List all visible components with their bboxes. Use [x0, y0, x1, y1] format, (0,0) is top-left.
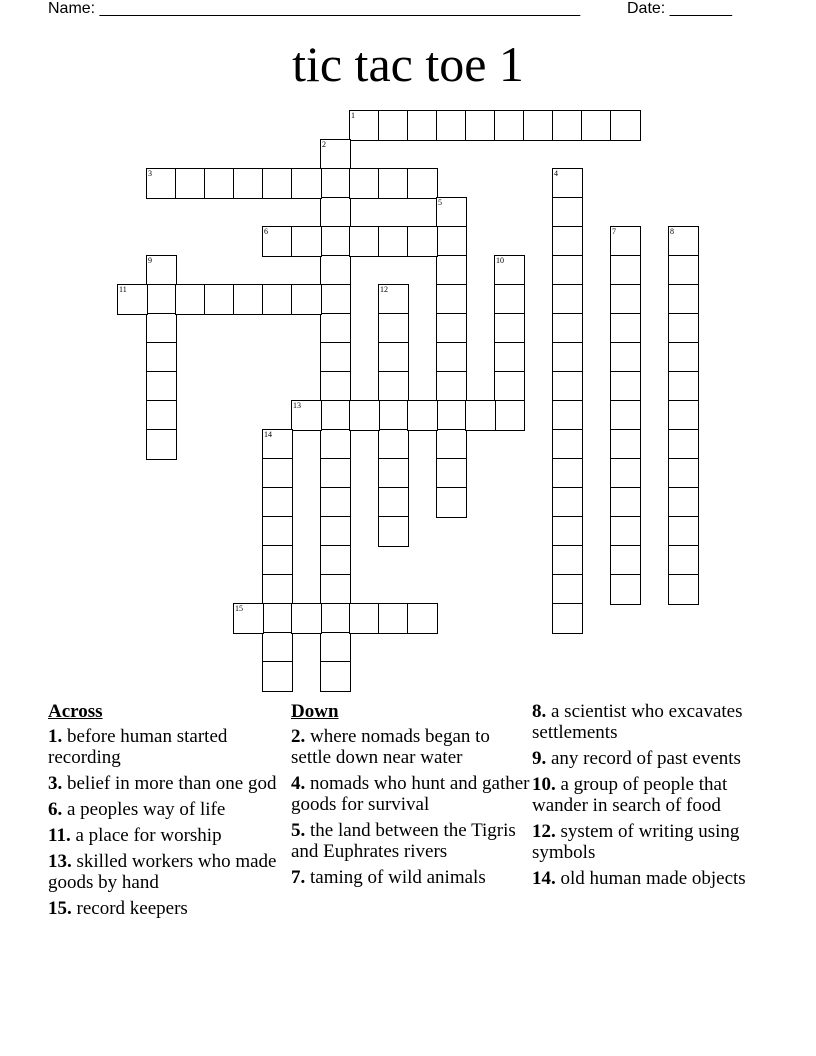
name-field[interactable]: Name: ______________________________________________________ — [48, 0, 581, 17]
clue-number: 11. — [48, 825, 71, 846]
grid-cell[interactable] — [407, 226, 438, 257]
grid-cell[interactable] — [668, 429, 699, 460]
grid-cell[interactable] — [262, 487, 293, 518]
clue-across-3 — [48, 773, 278, 794]
grid-cell[interactable] — [610, 284, 641, 315]
grid-cell[interactable] — [494, 400, 525, 431]
grid-cell[interactable] — [610, 458, 641, 489]
grid-cell[interactable] — [320, 487, 351, 518]
grid-cell[interactable] — [668, 487, 699, 518]
grid-cell[interactable] — [320, 197, 351, 228]
clue-text: a group of people that wander in search of food — [532, 774, 728, 816]
clue-number: 12. — [532, 821, 556, 842]
cell-number: 4 — [554, 169, 558, 178]
grid-cell[interactable] — [378, 516, 409, 547]
grid-cell[interactable] — [610, 371, 641, 402]
grid-cell[interactable] — [668, 284, 699, 315]
grid-cell[interactable] — [262, 516, 293, 547]
clue-down-7 — [291, 867, 531, 888]
grid-cell[interactable] — [204, 168, 235, 199]
grid-cell[interactable] — [349, 603, 380, 634]
grid-cell[interactable] — [407, 110, 438, 141]
clue-across-11 — [48, 825, 278, 846]
grid-cell[interactable] — [552, 603, 583, 634]
cell-number: 9 — [148, 256, 152, 265]
grid-cell[interactable] — [291, 603, 322, 634]
grid-cell[interactable] — [552, 429, 583, 460]
grid-cell[interactable] — [552, 487, 583, 518]
clue-down-12 — [532, 821, 772, 863]
cell-number: 15 — [235, 604, 243, 613]
grid-cell[interactable] — [349, 226, 380, 257]
clue-text: before human started recording — [48, 726, 228, 768]
grid-cell[interactable] — [610, 255, 641, 286]
clue-number: 4. — [291, 773, 306, 794]
grid-cell[interactable] — [668, 516, 699, 547]
grid-cell[interactable] — [262, 458, 293, 489]
grid-cell[interactable] — [146, 313, 177, 344]
grid-cell[interactable] — [291, 168, 322, 199]
grid-cell[interactable] — [407, 168, 438, 199]
page-title: tic tac toe 1 — [292, 36, 524, 92]
grid-cell[interactable] — [378, 458, 409, 489]
grid-cell[interactable] — [552, 197, 583, 228]
clue-number: 13. — [48, 851, 72, 872]
grid-cell[interactable] — [146, 284, 177, 315]
cell-number: 2 — [322, 140, 326, 149]
grid-cell[interactable] — [291, 284, 322, 315]
grid-cell[interactable] — [610, 110, 641, 141]
clue-number: 9. — [532, 748, 547, 769]
grid-cell[interactable] — [436, 400, 467, 431]
grid-cell[interactable] — [378, 110, 409, 141]
grid-cell[interactable] — [349, 400, 380, 431]
cell-number: 13 — [293, 401, 301, 410]
grid-cell[interactable] — [668, 342, 699, 373]
clue-text: system of writing using symbols — [532, 821, 740, 863]
clue-down-4 — [291, 773, 531, 815]
grid-cell[interactable] — [378, 371, 409, 402]
grid-cell[interactable] — [146, 429, 177, 460]
cell-number: 10 — [496, 256, 504, 265]
grid-cell[interactable] — [320, 632, 351, 663]
grid-cell[interactable] — [320, 429, 351, 460]
grid-cell[interactable] — [349, 168, 380, 199]
grid-cell[interactable] — [610, 226, 641, 257]
clue-across-13 — [48, 851, 278, 893]
grid-cell[interactable] — [610, 545, 641, 576]
grid-cell[interactable] — [465, 400, 496, 431]
clue-number: 10. — [532, 774, 556, 795]
grid-cell[interactable] — [378, 342, 409, 373]
grid-cell[interactable] — [436, 458, 467, 489]
clue-across-1 — [48, 726, 278, 768]
grid-cell[interactable] — [378, 487, 409, 518]
grid-cell[interactable] — [320, 545, 351, 576]
clue-text: skilled workers who made goods by hand — [48, 851, 277, 893]
grid-cell[interactable] — [262, 168, 293, 199]
grid-cell[interactable] — [407, 400, 438, 431]
grid-cell[interactable] — [436, 342, 467, 373]
grid-cell[interactable] — [552, 371, 583, 402]
grid-cell[interactable] — [523, 110, 554, 141]
grid-cell[interactable] — [320, 284, 351, 315]
grid-cell[interactable] — [117, 284, 148, 315]
grid-cell[interactable] — [552, 400, 583, 431]
grid-cell[interactable] — [552, 284, 583, 315]
cell-number: 3 — [148, 169, 152, 178]
grid-cell[interactable] — [378, 429, 409, 460]
cell-number: 5 — [438, 198, 442, 207]
grid-cell[interactable] — [436, 371, 467, 402]
clue-number: 5. — [291, 820, 306, 841]
clue-down-2 — [291, 726, 531, 768]
grid-cell[interactable] — [146, 168, 177, 199]
clue-text: where nomads began to settle down near water — [291, 726, 490, 768]
grid-cell[interactable] — [175, 168, 206, 199]
grid-cell[interactable] — [378, 313, 409, 344]
clues-column-across — [48, 701, 278, 924]
grid-cell[interactable] — [552, 516, 583, 547]
cell-number: 6 — [264, 227, 268, 236]
grid-cell[interactable] — [494, 110, 525, 141]
grid-cell[interactable] — [320, 574, 351, 605]
grid-cell[interactable] — [378, 168, 409, 199]
grid-cell[interactable] — [320, 400, 351, 431]
grid-cell[interactable] — [552, 574, 583, 605]
clue-number: 15. — [48, 898, 72, 919]
grid-cell[interactable] — [552, 458, 583, 489]
clue-down-8 — [532, 701, 772, 743]
grid-cell[interactable] — [610, 313, 641, 344]
grid-cell[interactable] — [494, 284, 525, 315]
grid-cell[interactable] — [494, 342, 525, 373]
grid-cell[interactable] — [378, 603, 409, 634]
clue-text: a place for worship — [75, 825, 222, 846]
grid-cell[interactable] — [378, 284, 409, 315]
clue-text: old human made objects — [560, 868, 746, 889]
grid-cell[interactable] — [668, 313, 699, 344]
grid-cell[interactable] — [610, 429, 641, 460]
grid-cell[interactable] — [320, 255, 351, 286]
grid-cell[interactable] — [436, 487, 467, 518]
grid-cell[interactable] — [494, 313, 525, 344]
grid-cell[interactable] — [320, 168, 351, 199]
grid-cell[interactable] — [436, 197, 467, 228]
grid-cell[interactable] — [233, 284, 264, 315]
grid-cell[interactable] — [320, 661, 351, 692]
grid-cell[interactable] — [146, 255, 177, 286]
grid-cell[interactable] — [146, 371, 177, 402]
grid-cell[interactable] — [146, 400, 177, 431]
clue-text: any record of past events — [551, 748, 741, 769]
grid-cell[interactable] — [233, 603, 264, 634]
grid-cell[interactable] — [668, 371, 699, 402]
cell-number: 12 — [380, 285, 388, 294]
grid-cell[interactable] — [552, 545, 583, 576]
grid-cell[interactable] — [552, 255, 583, 286]
grid-cell[interactable] — [668, 574, 699, 605]
grid-cell[interactable] — [291, 226, 322, 257]
grid-cell[interactable] — [610, 487, 641, 518]
grid-cell[interactable] — [581, 110, 612, 141]
grid-cell[interactable] — [465, 110, 496, 141]
clue-number: 1. — [48, 726, 63, 747]
clue-number: 8. — [532, 701, 547, 722]
grid-cell[interactable] — [320, 371, 351, 402]
clue-across-15 — [48, 898, 278, 919]
grid-cell[interactable] — [494, 371, 525, 402]
grid-cell[interactable] — [436, 284, 467, 315]
grid-cell[interactable] — [494, 255, 525, 286]
grid-cell[interactable] — [552, 110, 583, 141]
grid-cell[interactable] — [552, 313, 583, 344]
cell-number: 1 — [351, 111, 355, 120]
grid-cell[interactable] — [320, 458, 351, 489]
clue-text: record keepers — [76, 898, 188, 919]
clue-text: nomads who hunt and gather goods for survival — [291, 773, 530, 815]
grid-cell[interactable] — [610, 516, 641, 547]
grid-cell[interactable] — [610, 342, 641, 373]
clue-down-14 — [532, 868, 772, 889]
grid-cell[interactable] — [320, 603, 351, 634]
grid-cell[interactable] — [436, 255, 467, 286]
clue-down-9 — [532, 748, 772, 769]
grid-cell[interactable] — [320, 516, 351, 547]
grid-cell[interactable] — [668, 226, 699, 257]
grid-cell[interactable] — [204, 284, 235, 315]
clue-number: 3. — [48, 773, 63, 794]
down-heading: Down — [291, 701, 339, 722]
clue-down-10 — [532, 774, 772, 816]
grid-cell[interactable] — [320, 226, 351, 257]
grid-cell[interactable] — [552, 342, 583, 373]
grid-cell[interactable] — [320, 313, 351, 344]
grid-cell[interactable] — [262, 226, 293, 257]
grid-cell[interactable] — [668, 458, 699, 489]
grid-cell[interactable] — [436, 429, 467, 460]
clues-column-down-continued — [532, 701, 772, 894]
grid-cell[interactable] — [262, 545, 293, 576]
grid-cell[interactable] — [378, 226, 409, 257]
cell-number: 7 — [612, 227, 616, 236]
clue-number: 14. — [532, 868, 556, 889]
grid-cell[interactable] — [610, 574, 641, 605]
across-heading: Across — [48, 701, 103, 722]
clue-text: the land between the Tigris and Euphrates rivers — [291, 820, 516, 862]
grid-cell[interactable] — [668, 400, 699, 431]
clues-column-down — [291, 701, 531, 893]
grid-cell[interactable] — [552, 168, 583, 199]
grid-cell[interactable] — [262, 661, 293, 692]
grid-cell[interactable] — [320, 342, 351, 373]
grid-cell[interactable] — [349, 110, 380, 141]
grid-cell[interactable] — [436, 110, 467, 141]
grid-cell[interactable] — [262, 574, 293, 605]
clue-number: 7. — [291, 867, 306, 888]
grid-cell[interactable] — [436, 226, 467, 257]
grid-cell[interactable] — [668, 255, 699, 286]
grid-cell[interactable] — [668, 545, 699, 576]
grid-cell[interactable] — [291, 400, 322, 431]
grid-cell[interactable] — [146, 342, 177, 373]
clue-number: 2. — [291, 726, 306, 747]
clue-text: taming of wild animals — [310, 867, 486, 888]
grid-cell[interactable] — [262, 284, 293, 315]
cell-number: 8 — [670, 227, 674, 236]
grid-cell[interactable] — [175, 284, 206, 315]
grid-cell[interactable] — [407, 603, 438, 634]
grid-cell[interactable] — [262, 429, 293, 460]
grid-cell[interactable] — [262, 632, 293, 663]
grid-cell[interactable] — [233, 168, 264, 199]
cell-number: 11 — [119, 285, 127, 294]
grid-cell[interactable] — [552, 226, 583, 257]
grid-cell[interactable] — [378, 400, 409, 431]
clue-across-6 — [48, 799, 278, 820]
date-field[interactable]: Date: _______ — [627, 0, 732, 17]
clue-text: belief in more than one god — [67, 773, 277, 794]
clue-number: 6. — [48, 799, 63, 820]
clue-text: a scientist who excavates settlements — [532, 701, 743, 743]
clue-text: a peoples way of life — [67, 799, 226, 820]
clue-down-5 — [291, 820, 531, 862]
grid-cell[interactable] — [262, 603, 293, 634]
grid-cell[interactable] — [436, 313, 467, 344]
grid-cell[interactable] — [320, 139, 351, 170]
grid-cell[interactable] — [610, 400, 641, 431]
cell-number: 14 — [264, 430, 272, 439]
